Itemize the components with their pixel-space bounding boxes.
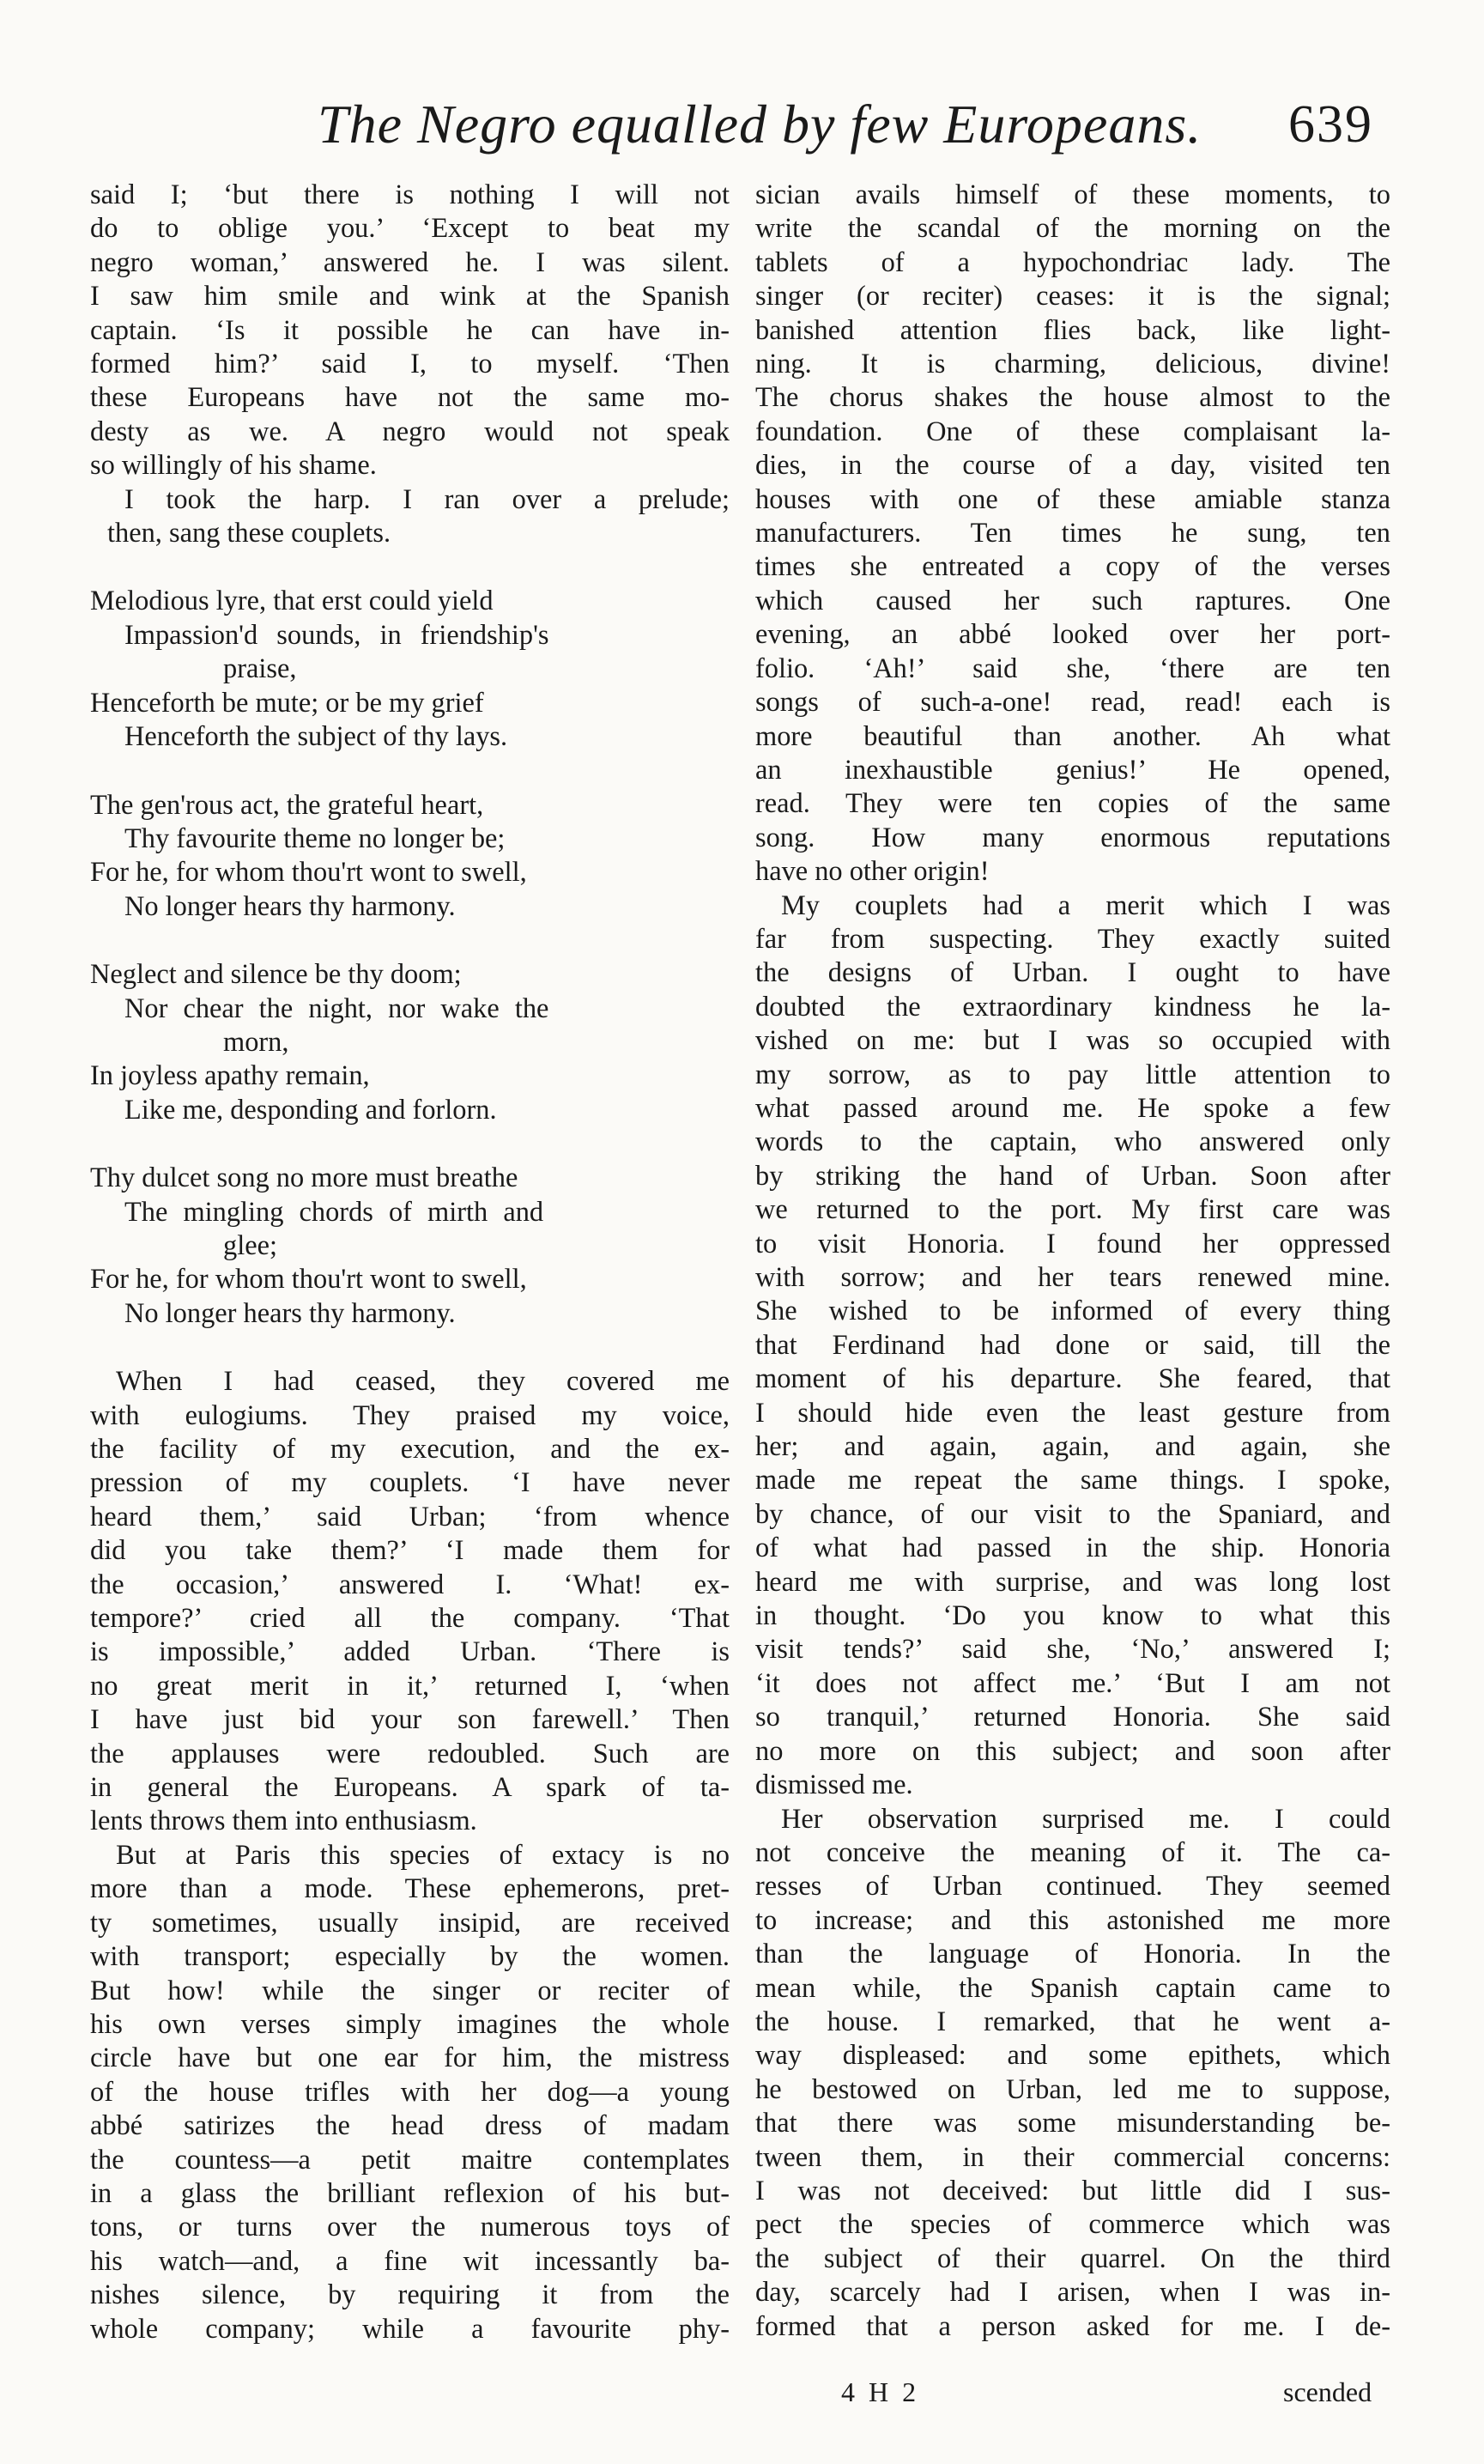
text-line: ty sometimes, usually insipid, are received [90,1907,730,1939]
spacer [90,924,730,958]
paragraph [755,1803,1390,2345]
verse-line: The mingling chords of mirth and [124,1196,544,1228]
text-line: I took the harp. I ran over a prelude; [124,483,730,515]
text-line: so willingly of his shame. [90,450,377,482]
text-line: read. They were ten copies of the same [755,788,1390,820]
text-line: with sorrow; and her tears renewed mine. [755,1262,1390,1293]
text-line: heard them,’ said Urban; ‘from whence [90,1501,730,1532]
signature-mark: 4 H 2 [841,2376,920,2407]
verse-line: For he, for whom thou'rt wont to swell, [90,857,527,889]
text-line: resses of Urban continued. They seemed [755,1871,1390,1903]
text-line: ning. It is charming, delicious, divine! [755,349,1390,380]
text-line: nishes silence, by requiring it from the [90,2279,730,2311]
text-line: an inexhaustible genius!’ He opened, [755,754,1390,786]
spacer [90,1127,730,1162]
text-line: with eulogiums. They praised my voice, [90,1399,730,1431]
text-line: these Europeans have not the same mo- [90,382,730,414]
text-line: in general the Europeans. A spark of ta- [90,1772,730,1804]
text-line: songs of such-a-one! read, read! each is [755,687,1390,719]
spacer [90,1331,730,1365]
text-line: the subject of their quarrel. On the third [755,2242,1390,2274]
text-line: ‘it does not affect me.’ ‘But I am not [755,1667,1390,1699]
text-line: formed that a person asked for me. I de- [755,2310,1390,2342]
page-header [103,93,1390,161]
text-line: moment of his departure. She feared, that [755,1363,1390,1395]
text-line: we returned to the port. My first care was [755,1194,1390,1226]
text-line: dies, in the course of a day, visited ten [755,450,1390,482]
text-line: far from suspecting. They exactly suited [755,923,1390,955]
verse-line: Neglect and silence be thy doom; [90,959,462,991]
text-line: the countess—a petit maitre contemplates [90,2144,730,2176]
text-line: more than a mode. These ephemerons, pret- [90,1873,730,1905]
verse-line: Henceforth be mute; or be my grief [90,687,484,719]
text-line: I saw him smile and wink at the Spanish [90,281,730,313]
text-line: mean while, the Spanish captain came to [755,1972,1390,2004]
text-line: said I; ‘but there is nothing I will not [90,179,730,210]
text-line: did you take them?’ ‘I made them for [90,1535,730,1567]
paragraph [755,889,1390,1803]
text-line: tablets of a hypochondriac lady. The [755,246,1390,278]
text-line: She wished to be informed of every thing [755,1296,1390,1327]
verse-stanza [90,1162,730,1331]
text-line: circle have but one ear for him, the mistress [90,2042,730,2074]
text-line: tween them, in their commercial concerns: [755,2141,1390,2173]
text-line: The chorus shakes the house almost to the [755,382,1390,414]
text-line: to increase; and this astonished me more [755,1904,1390,1936]
catchword: scended [1283,2376,1372,2407]
verse-line: No longer hears thy harmony. [124,1297,456,1329]
text-line: more beautiful than another. Ah what [755,720,1390,752]
text-line: is impossible,’ added Urban. ‘There is [90,1636,730,1668]
text-line: dismissed me. [755,1769,913,1801]
page-number: 639 [1288,95,1373,154]
text-line: her; and again, again, and again, she [755,1431,1390,1463]
verse-line: Like me, desponding and forlorn. [124,1094,497,1126]
text-line: I have just bid your son farewell.’ Then [90,1704,730,1736]
text-line: that there was some misunderstanding be- [755,2108,1390,2139]
text-line: day, scarcely had I arisen, when I was in- [755,2277,1390,2309]
verse-line: For he, for whom thou'rt wont to swell, [90,1264,527,1296]
text-line: doubted the extraordinary kindness he la- [755,991,1390,1023]
text-line: no more on this subject; and soon after [755,1735,1390,1767]
text-line: write the scandal of the morning on the [755,213,1390,245]
text-line: I should hide even the least gesture from [755,1397,1390,1429]
verse-line: Impassion'd sounds, in friendship's [124,619,549,651]
text-line: captain. ‘Is it possible he can have in- [90,314,730,346]
spacer [90,755,730,789]
text-line: My couplets had a merit which I was [781,889,1390,921]
spacer [90,550,730,585]
text-line: vished on me: but I was so occupied with [755,1025,1390,1057]
text-line: visit tends?’ said she, ‘No,’ answered I; [755,1634,1390,1666]
text-line: folio. ‘Ah!’ said she, ‘there are ten [755,652,1390,684]
text-line: of what had passed in the ship. Honoria [755,1532,1390,1564]
right-column [755,179,1390,2344]
text-line: song. How many enormous reputations [755,822,1390,853]
text-line: sician avails himself of these moments, to [755,179,1390,210]
verse-line: Thy favourite theme no longer be; [124,822,506,854]
text-line: manufacturers. Ten times he sung, ten [755,518,1390,549]
verse-stanza [90,789,730,925]
text-line: the house. I remarked, that he went a- [755,2006,1390,2037]
verse-stanza [90,958,730,1127]
paragraph [90,1365,730,1839]
text-line: the facility of my execution, and the ex- [90,1434,730,1465]
text-line: I was not deceived: but little did I sus- [755,2175,1390,2206]
text-line: to visit Honoria. I found her oppressed [755,1228,1390,1259]
verse-line: morn, [223,1026,289,1058]
verse-line: glee; [223,1229,277,1261]
text-line: his watch—and, a fine wit incessantly ba- [90,2245,730,2277]
text-line: tempore?’ cried all the company. ‘That [90,1603,730,1635]
text-line: made me repeat the same things. I spoke, [755,1465,1390,1496]
text-line: in a glass the brilliant reflexion of his but- [90,2177,730,2209]
text-line: pect the species of commerce which was [755,2209,1390,2241]
text-line: pression of my couplets. ‘I have never [90,1467,730,1499]
paragraph [90,1839,730,2346]
text-line: my sorrow, as to pay little attention to [755,1059,1390,1090]
left-column [90,179,730,2346]
text-line: way displeased: and some epithets, which [755,2040,1390,2072]
text-line: the occasion,’ answered I. ‘What! ex- [90,1569,730,1600]
text-line: he bestowed on Urban, led me to suppose, [755,2073,1390,2105]
text-line: tons, or turns over the numerous toys of [90,2212,730,2243]
text-line: lents throws them into enthusiasm. [90,1806,477,1837]
text-line: heard me with surprise, and was long lost [755,1566,1390,1598]
text-line: desty as we. A negro would not speak [90,416,730,447]
text-line: foundation. One of these complaisant la- [755,416,1390,447]
text-line: words to the captain, who answered only [755,1126,1390,1158]
text-line: which caused her such raptures. One [755,585,1390,616]
text-line: that Ferdinand had done or said, till the [755,1329,1390,1361]
text-line: singer (or reciter) ceases: it is the signal; [755,281,1390,313]
text-line: no great merit in it,’ returned I, ‘when [90,1670,730,1702]
verse-stanza [90,585,730,754]
text-line: have no other origin! [755,856,990,888]
text-line: negro woman,’ answered he. I was silent. [90,246,730,278]
text-line: then, sang these couplets. [107,518,391,549]
text-line: times she entreated a copy of the verses [755,551,1390,583]
text-line: But at Paris this species of extacy is no [116,1839,730,1871]
text-line: But how! while the singer or reciter of [90,1975,730,2006]
text-line: formed him?’ said I, to myself. ‘Then [90,349,730,380]
text-line: in thought. ‘Do you know to what this [755,1600,1390,1632]
text-line: by striking the hand of Urban. Soon after [755,1160,1390,1192]
verse-line: In joyless apathy remain, [90,1060,370,1092]
text-line: of the house trifles with her dog—a young [90,2076,730,2108]
text-line: his own verses simply imagines the whole [90,2008,730,2040]
text-line: by chance, of our visit to the Spaniard, and [755,1498,1390,1530]
text-line: not conceive the meaning of it. The ca- [755,1836,1390,1868]
paragraph [90,483,730,551]
paragraph [90,179,730,483]
text-line: abbé satirizes the head dress of madam [90,2110,730,2142]
text-line: the designs of Urban. I ought to have [755,957,1390,989]
text-line: do to oblige you.’ ‘Except to beat my [90,213,730,245]
text-line: whole company; while a favourite phy- [90,2313,730,2345]
text-line: than the language of Honoria. In the [755,1939,1390,1970]
text-line: Her observation surprised me. I could [781,1803,1390,1835]
text-line: the applauses were redoubled. Such are [90,1738,730,1769]
text-line: When I had ceased, they covered me [116,1366,730,1398]
verse-line: Nor chear the night, nor wake the [124,992,549,1024]
verse-line: Henceforth the subject of thy lays. [124,721,508,753]
running-title: The Negro equalled by few Europeans. [318,94,1202,155]
verse-line: praise, [223,653,297,685]
text-line: houses with one of these amiable stanza [755,483,1390,515]
text-line: evening, an abbé looked over her port- [755,619,1390,651]
verse-line: Melodious lyre, that erst could yield [90,586,494,617]
text-line: so tranquil,’ returned Honoria. She said [755,1702,1390,1733]
verse-line: The gen'rous act, the grateful heart, [90,789,484,821]
verse-line: No longer hears thy harmony. [124,890,456,922]
text-line: with transport; especially by the women. [90,1941,730,1973]
text-line: banished attention flies back, like light- [755,314,1390,346]
text-line: what passed around me. He spoke a few [755,1092,1390,1124]
paragraph [755,179,1390,889]
verse-line: Thy dulcet song no more must breathe [90,1162,518,1194]
